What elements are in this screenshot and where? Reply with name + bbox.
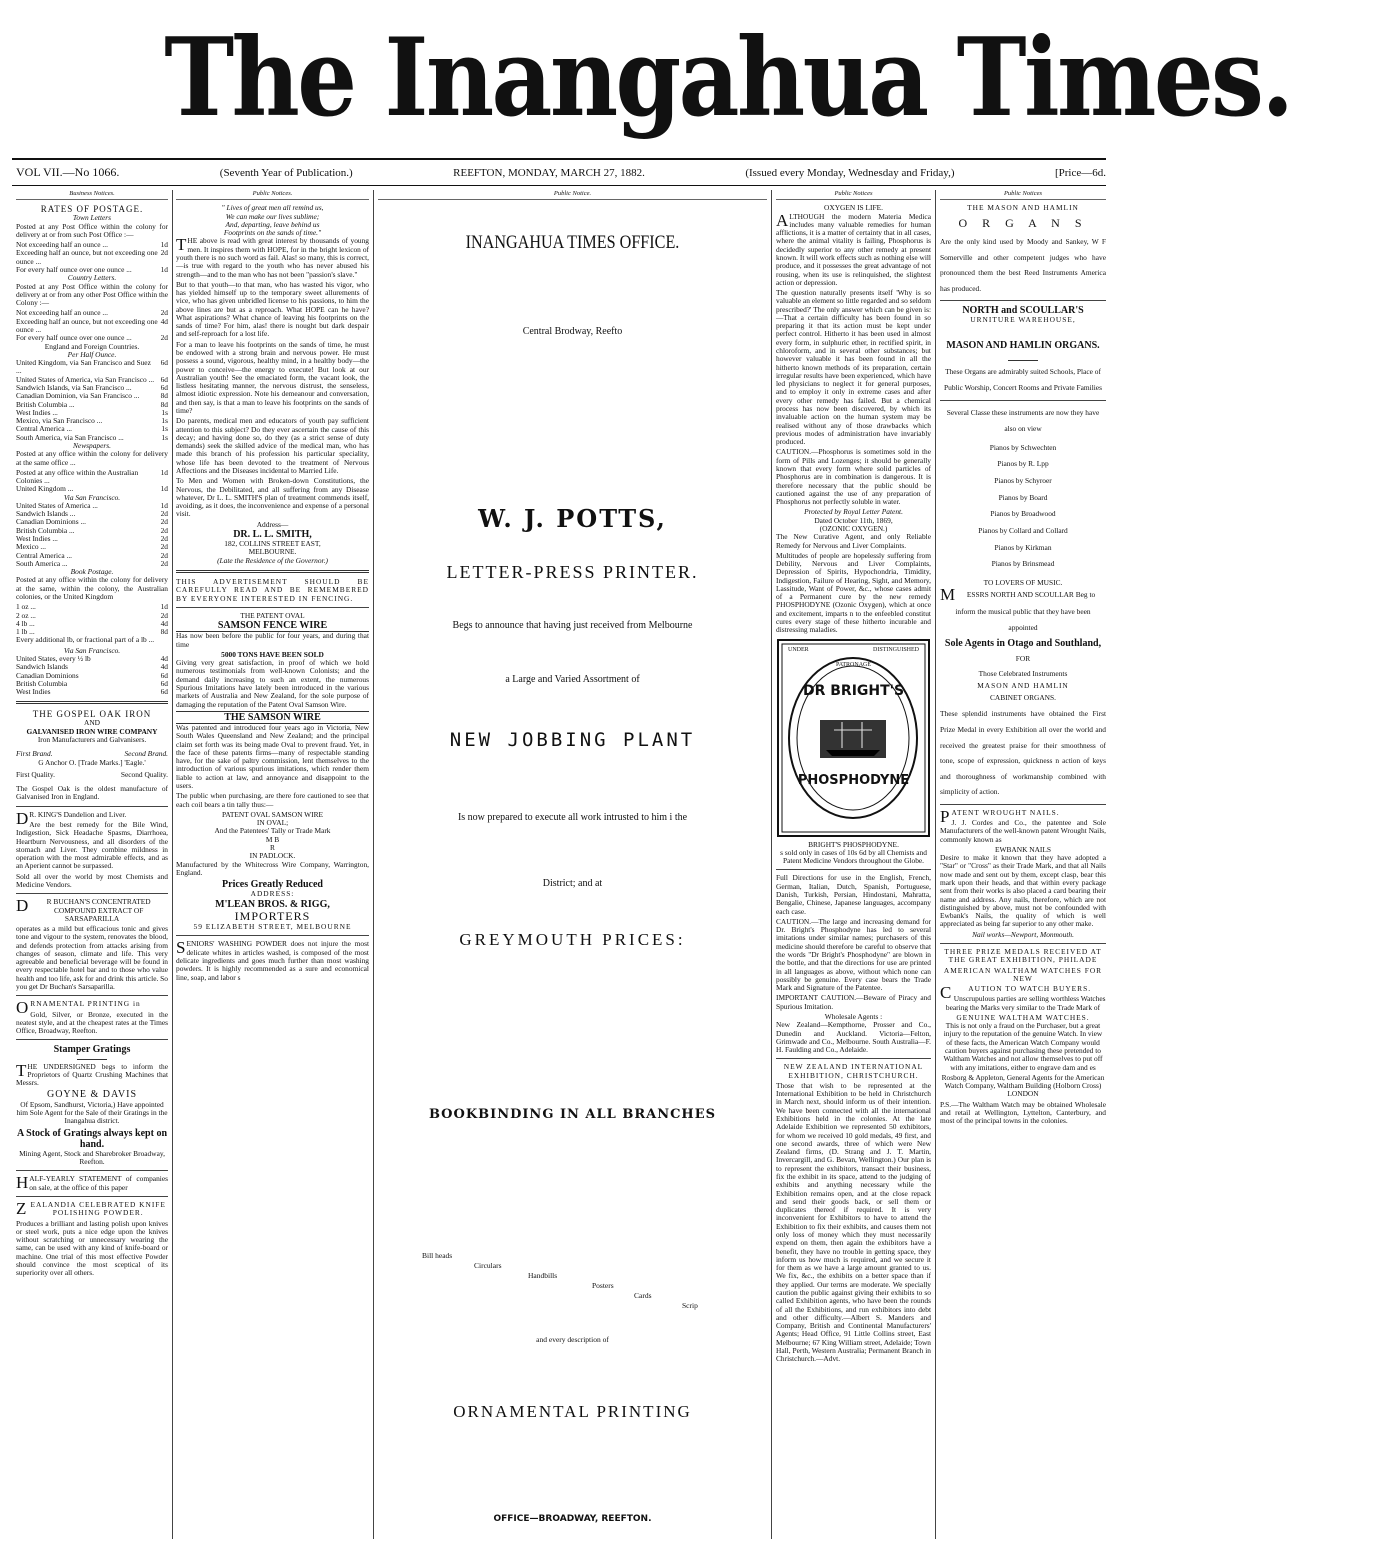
postscript: P.S.—The Waltham Watch may be obtained Wholesale and retail at Wellington, Lyttelton, Canterbury, and most of the principal towns in the colonies. [940,1099,1106,1126]
rate-label: Mexico, via San Francisco ... [16,416,103,426]
ornamental-title: ORNAMENTAL PRINTING in [16,998,141,1018]
column-heading: Public Notices [940,190,1106,200]
rate-value: 1s [161,416,168,426]
samson-text-4: The public when purchasing, are there fore cautioned to see that each coil bears a tin tally thus:— [176,791,369,809]
rate-value: 1d [160,240,168,250]
badge-patronage: PATRONAGE [835,661,872,668]
gospel-title: THE GOSPEL OAK IRON [32,709,152,720]
dateline [16,166,1106,179]
price: [Price—6d. [1054,167,1106,179]
tally-3: And the Patentees' Tally or Trade Mark [214,826,331,836]
mlean-bros: M'LEAN BROS. & RIGG, [215,898,330,910]
seniors-washing: SENIORS' WASHING POWDER does not injure the most delicate whites in articles washed, is composed of the most delicate ingredients and goes much further than most washing powders. It is highly recommended as a sure and economical line, soap, and labor s [176,938,369,982]
king-title: DR. KING'S Dandelion and Liver. [16,808,127,828]
rate-label: 1 oz ... [16,602,36,612]
rate-value: 2d [160,525,168,535]
list-item: Pianos by Broadwood [990,509,1056,519]
rate-value: 4d [160,618,168,628]
column-public-notices-3 [940,190,1106,1540]
badge-distinguished: DISTINGUISHED [873,646,919,653]
address-label: Address— [256,519,289,529]
sf2-rates-list [16,655,168,696]
column-business-notices [16,190,168,1540]
several-classes: Several Classe these instruments are now they have also on view [946,408,1100,434]
rate-value: 2d [160,558,168,568]
dated: Dated October 11th, 1869, [814,515,893,525]
column-heading: Public Notice. [378,190,767,200]
rate-value: 2d [160,509,168,519]
gospel-text: The Gospel Oak is the oldest manufacture of Galvanised Iron in England. [16,784,168,802]
column-heading: Public Notices [776,190,931,200]
per-half-ounce: Per Half Ounce. [67,349,117,359]
rate-label: Not exceeding half an ounce ... [16,308,108,318]
publication-year: (Seventh Year of Publication.) [219,167,353,179]
ewbank: EWBANK NAILS [994,844,1052,854]
gospel-quality-2: Second Quality. [120,769,168,779]
rate-value: 1d [160,265,168,275]
sole-agents: Sole Agents in Otago and Southland, [944,638,1102,650]
rate-label: Exceeding half an ounce, but not exceeding one ounce ... [16,248,158,266]
rate-label: Sandwich Islands, via San Francisco ... [16,382,132,392]
badge-under: UNDER [788,646,809,653]
important-caution: IMPORTANT CAUTION.—Beware of Piracy and Spurious Imitation. [776,993,931,1011]
cabinet-organs: CABINET ORGANS. [990,693,1056,703]
rate-label: 2 oz ... [16,610,36,620]
book-extra: Every additional lb, or fractional part of a lb ... [16,635,155,645]
rate-value: 1d [160,467,168,477]
rate-value: 1s [161,424,168,434]
printer-name: W. J. POTTS, [478,504,667,533]
book-postage-heading: Book Postage. [70,567,114,577]
oxygen-title: OXYGEN IS LIFE. [824,203,883,213]
nails-text-2: Desire to make it known that they have adopted a "Star" or "Cross" as their Trade Mark, and that all Nails now made and sent out by them, except clasp, bear this mark upon their heads, and that within every package sent from their works is also placed a card bearing their name and address. Any nails, therefore, which are not distinguished by above, must not be confounded with Ewbank's Nails, the quality of which is well appreciated as being far superior to any other make. [940,853,1106,929]
north-scoullar: NORTH and SCOULLAR'S [962,305,1084,317]
rate-value: 8d [160,627,168,637]
rate-label: South America, via San Francisco ... [16,432,124,442]
rate-label: British Columbia ... [16,525,75,535]
posters: Posters [592,1281,614,1290]
smith-body-4: Do parents, medical men and educators of youth pay sufficient attention to this subject? Do they ever ascertain the cause of this decay; and having done so, do they (as a strict sense of duty demands) seek the skilled advice of the medical man, who has made this branch of his profession his particular speciality, whose life has been devoted to the treatment of Nervous Affections and the Diseases incidental to Married Life. [176,416,369,475]
rate-row [16,612,168,620]
smith-body-3: For a man to leave his footprints on the sands of time, he must be endowed with a strong brain and nervous power. He must possess a sound, vigorous, healthy mind, in a healthy body—the power to conceive—the energy to execute! But look at our Australian youth! See the emaciated form, the vacant look, the listless hesitating manner, the nervous distrust, the senseless, almost idiotic expression. Note his demeanour and conversation, and then say, is that a man to leave his footprints on the sands of time? [176,339,369,416]
mh-cabinet: MASON AND HAMLIN [977,680,1069,690]
wholesale: Wholesale Agents : [824,1011,883,1021]
rate-label: Canadian Dominions [16,670,79,680]
volume-number: VOL VII.—No 1066. [16,165,120,179]
curative: The New Curative Agent, and only Reliable Remedy for Nervous and Liver Complaints. [776,532,931,550]
rate-value: 4d [160,653,168,663]
book-rates-list [16,603,168,636]
poem [176,204,369,237]
bookbinding: BOOKBINDING IN ALL BRANCHES [428,1107,717,1122]
rate-value: 1d [160,500,168,510]
assortment: a Large and Varied Assortment of [505,674,640,685]
rate-label: Exceeding half an ounce, but not exceeding one ounce ... [16,316,158,334]
rate-value: 2d [160,610,168,620]
samson-text-3: Was patented and introduced four years ago in Victoria, New South Wales Queensland and New Zealand; and the principal claim set forth was its being made Oval to prevent fraud. Yet, in the face of these patents firms—many of respectable standing have, for the sake of paltry commission, lent themselves to the introduction of various spurious imitations, which render them liable to action at law, and annoyance and disappoint to the users. [176,723,369,790]
rate-label: For every half ounce over one ounce ... [16,333,132,343]
gospel-brand-2: Second Brand. [124,749,168,759]
zealandia-title: ZEALANDIA CELEBRATED KNIFE POLISHING POWDER. [16,1199,166,1219]
list-item: Footprints on the sands of time." [223,228,322,238]
those-celebrated: Those Celebrated Instruments [978,668,1068,678]
caution-imitations: CAUTION.—The large and increasing demand for Dr. Bright's Phosphodyne has led to several imitations under similar names; purchasers of this medicine should therefore be careful to observe that the words "Dr Bright's Phosphodyne" are blown in the bottle, and that the directions for use are printed in all languages as above, without which none can possibly be genuine. Every case bears the Trade Mark and Signature of the Patentee. [776,916,931,993]
three-prize: THREE PRIZE MEDALS RECEIVED AT THE GREAT EXHIBITION, PHILADE [944,946,1102,965]
rate-label: Central America ... [16,424,73,434]
rate-value: 1d [160,602,168,612]
gospel-brand-1: First Brand. [16,749,53,759]
rate-row [16,359,168,376]
rate-label: United States of America ... [16,500,98,510]
samson-text-1: Has now been before the public for four years, and during that time [176,631,369,649]
stock-notice: A Stock of Gratings always kept on hand. [16,1127,167,1150]
samson-tons: 5000 TONS HAVE BEEN SOLD [221,649,324,659]
handbills: Handbills [528,1271,558,1280]
rate-value: 2d [160,550,168,560]
caution-watch: CAUTION TO WATCH BUYERS. [940,983,1092,1003]
town-rates-list [16,241,168,274]
column-divider [172,190,173,1539]
masthead-rule [12,158,1106,160]
nail-works: Nail works—Newport, Monmouth. [972,929,1074,939]
list-item: Pianos by Collard and Collard [978,526,1068,536]
newspapers-heading: Newspapers. [73,440,111,450]
newspapers-text: Posted at any office within the colony for delivery at the same office ... [16,449,168,467]
manufactured: Manufactured by the Whitecross Wire Company, Warrington, England. [176,859,369,877]
rate-label: West Indies ... [16,407,58,417]
cards: Cards [634,1291,652,1300]
patent-nails: PATENT WROUGHT NAILS. [940,806,1060,826]
masthead-title: The Inangahua Times. [164,15,1292,141]
buchan-title: DR BUCHAN'S CONCENTRATED COMPOUND EXTRACT OF SARSAPARILLA [16,896,151,923]
mining-agent: Mining Agent, Stock and Sharebroker Broadway, Reefton. [19,1148,165,1167]
rate-value: 8d [160,399,168,409]
tally-4: M B [265,834,280,844]
rate-row [16,318,168,335]
rate-value: 1s [161,407,168,417]
rate-label: Not exceeding half an ounce ... [16,240,108,250]
via-san-francisco-2: Via San Francisco. [63,645,121,655]
genuine-text: This is not only a fraud on the Purchaser, but a great injury to the reputation of the genuine Watch. In view of these facts, the American Watch Company would caution buyers against purchasing these pretended to Waltham Watches and not allow themselves to put off with any imitations, either to engrave dam and es [943,1021,1103,1072]
badge-name-1: DR BRIGHT'S [802,682,905,699]
genuine-waltham: GENUINE WALTHAM WATCHES. [956,1012,1090,1022]
rate-value: 4d [160,662,168,672]
nz-expo-text: Those that wish to be represented at the International Exhibition to be held in Christchurch in March next, should inform us of their intention. We have been connected with all the international Exhibitions held in the colonies. At the late Adelaide Exhibition we represented 50 exhibitors, for whom we received 10 gold medals, 49 first, and one second awards, three of which were New Zealand firms, (D. Strang and J. T. Martin, Invercargill, and G. Bevan, Wellington.) Our plan is to represent the exhibitors, transact their business, fix the exhibit in its space, attend to the judging of exhibits and anything necessary while the Exhibition remains open, and at the close repack and send their goods back, or sell them or duplicates thereof if required. It is very inconvenient for Exhibitors to have to attend the Exhibition to fix their exhibits, and causes them not only loss of money which they must necessarily expend on them, then again the exhibitors have a benefit, they have no trouble in getting space, they inform us how much is required, and we secure it for them as we have a large amount granted to us. We fix, &c., the exhibits on a better space than if they applied. Our terms are moderate. We specially caution the public against giving their exhibits to so called Exhibition agents, who have been the rounds of all the Exhibitions, and run exhibitors into debt and other difficulty.—Albert S. Manders and Company, British and Continental Manufacturers' Agents; Head Office, 91 Little Collins street, East Melbourne; 67 King William street, Adelaide; Town Hall, Perth, Western Australia; Permanent Branch in Christchurch.—Advt. [776,1080,931,1364]
samson-wire: THE SAMSON WIRE [176,711,369,724]
announce: Begs to announce that having just received from Melbourne [452,620,693,631]
ozonic: (OZONIC OXYGEN.) [819,523,888,533]
rate-value: 2d [160,308,168,318]
goyne-davis: GOYNE & DAVIS [46,1089,138,1101]
town-letters-text: Posted at any Post Office within the colony for delivery at or from such Post Office :— [16,221,168,239]
smith-address-3: (Late the Residence of the Governor.) [217,555,328,565]
king-sold: Sold all over the world by most Chemists and Medicine Vendors. [16,871,168,889]
foreign-heading: England and Foreign Countries. [44,341,140,351]
ornamental-text: Gold, Silver, or Bronze, executed in the neatest style, and at the cheapest rates at the Times Office, Broadway, Reefton. [16,1009,168,1036]
rate-value: 1d [160,484,168,494]
stamper-text: THE UNDERSIGNED begs to inform the Proprietors of Quartz Crushing Machines that Messrs. [16,1060,168,1088]
organs-big: O R G A N S [958,215,1088,230]
gospel-marks: G Anchor O. [Trade Marks.] 'Eagle.' [38,757,146,767]
mh-organs: MASON AND HAMLIN ORGANS. [946,339,1100,351]
rate-label: 4 lb ... [16,618,35,628]
column-heading: Business Notices. [16,190,168,200]
phosphodyne-badge [776,638,931,838]
gospel-title-2: GALVANISED IRON WIRE COMPANY [26,726,158,736]
samson-text-2: Giving very great satisfaction, in proof of which we hold numerous testimonials from well-known Colonists; and the demand daily increasing to such an extent, the numerous Spurious Imitations have lately been introduced in the various markets of Australia and New Zealand, for the sole purpose of damaging the reputation of the Patent Oval Samson Wire. [176,658,369,709]
rate-value: 4d [160,316,168,326]
nails-text: J. J. Cordes and Co., the patentee and Sole Manufacturers of the well-known patent Wrought Nails, commonly known as [940,818,1107,844]
smith-address-1: 182, COLLINS STREET EAST, [224,539,321,549]
book-postage-text: Posted at any office within the colony for delivery at the same, within the colony, the Australian colonies, or the United Kingdom [16,575,168,601]
rate-label: British Columbia [16,678,68,688]
jobbing-plant: NEW JOBBING PLANT [449,729,696,751]
rate-row [16,249,168,266]
directions: Full Directions for use in the English, French, German, Italian, Dutch, Spanish, Portuguese, Danish, Turkish, Persian, Hindostani, Mahratta, Bengalie, Chinese, Japanese languages, accompany each case. [776,873,931,916]
list-item: Pianos by R. Lpp [997,459,1049,469]
rate-label: South America ... [16,558,68,568]
tally-5: R [270,842,275,852]
list-item: We can make our lives sublime; [225,211,320,221]
mason-text: Are the only kind used by Moody and Sankey, W F Somerville and other competent judges who have pronounced them the best Reed Instruments America has produced. [940,236,1106,293]
list-item: And, departing, leave behind us [225,219,320,229]
news-rates-list [16,469,168,494]
trade-title: LETTER-PRESS PRINTER. [446,562,699,582]
fencing-notice: THIS ADVERTISEMENT SHOULD BE CAREFULLY READ AND BE REMEMBERED BY EVERYONE INTERESTED IN FENCING. [176,576,369,603]
gospel-quality-1: First Quality. [16,769,55,779]
rate-label: United States, every ½ lb [16,653,91,663]
splendid: These splendid instruments have obtained the First Prize Medal in every Exhibition all over the world and received the greatest praise for their smoothness of tone, scope of expression, quickness n action of keys and thoroughness of workmanship combined with simplicity of action. [940,709,1106,797]
lovers-music: TO LOVERS OF MUSIC. [983,578,1063,588]
smith-body-2: But to that youth—to that man, who has wasted his vigor, who has yielded himself up to the temporary sweet allurements of vice, who has given unbridled license to his passions, to him the above lines are but as a reproach. What HOPE can he have? What aspirations? What chance of leaving his footprints on the sands of time? For him, alas! there is nought but dark despair and self-reproach for a lost life. [176,279,369,339]
american-waltham: AMERICAN WALTHAM WATCHES FOR NEW [943,965,1103,983]
list-item: " Lives of great men all remind us, [221,203,324,213]
smith-address-2: MELBOURNE. [248,547,297,557]
messrs: MESSRS NORTH AND SCOULLAR Beg to inform the musical public that they have been appointed [940,585,1096,632]
rate-row [16,603,168,611]
rate-value: 6d [160,358,168,368]
smith-name: DR. L. L. SMITH, [233,528,312,540]
rate-label: For every half ounce over one ounce ... [16,265,132,275]
rate-label: United Kingdom, via San Francisco and Suez ... [16,358,151,376]
rate-label: Sandwich Islands ... [16,509,76,519]
list-item: Pianos by Schyroer [994,476,1052,486]
via-san-francisco: Via San Francisco. [63,492,121,502]
place-date: REEFTON, MONDAY, MARCH 27, 1882. [453,167,645,179]
office-title: INANGAHUA TIMES OFFICE. [465,232,680,253]
mason-title: THE MASON AND HAMLIN [967,203,1079,213]
bill-heads: Bill heads [422,1251,453,1260]
rate-value: 6d [160,678,168,688]
for: FOR [1015,654,1031,664]
tally-6: IN PADLOCK. [249,851,296,861]
rate-label: Canadian Dominion, via San Francisco ... [16,391,140,401]
country-letters-heading: Country Letters. [67,273,117,283]
every-description: and every description of [536,1335,609,1344]
rate-label: Mexico ... [16,542,46,552]
rate-label: Central America ... [16,550,73,560]
column-public-notices-1 [176,190,369,1540]
sold-only: s sold only in cases of 10s 6d by all Chemists and Patent Medicine Vendors throughout the Globe. [780,847,927,866]
smith-body-5: To Men and Women with Broken-down Constitutions, the Nervous, the Debilitated, and all suffering from any Disease whatever, Dr L. L. SMITH'S plan of treatment commends itself, avoiding, as it does, the inconvenience and expense of a personal visit. [176,476,369,519]
column-divider [373,190,374,1539]
furniture-warehouse: URNITURE WAREHOUSE, [970,315,1076,325]
rate-value: 6d [160,670,168,680]
tally-1: PATENT OVAL SAMSON WIRE [221,809,324,819]
multitudes: Multitudes of people are hopelessly suffering from Debility, Nervous and Liver Complaints, Depression of Spirits, Hypochondria, Timidity, Indigestion, Failure of Hearing, Sight, and Memory, Lassitude, Want of Power, &c., whose cases admit of a Permanent cure by the new remedy PHOSPHODYNE (Ozonic Oxygen), which at once and excitement, imparts n to the enfeebled constitut cures every stage of these hitherto incurable and distressing maladies. [776,550,931,635]
rate-label: United Kingdom ... [16,484,74,494]
mlean-address: 59 ELIZABETH STREET, MELBOURNE [193,922,352,932]
rate-value: 2d [160,333,168,343]
country-letters-text: Posted at any Post Office within the colony for delivery at or from any other Post Office within the Colony :— [16,281,168,308]
rate-label: West Indies ... [16,534,58,544]
goyne-text: Of Epsom, Sandhurst, Victoria,) Have appointed him Sole Agent for the Sale of their Gratings in the Inangahua district. [16,1099,168,1126]
rate-label: Posted at any office within the Australian Colonies ... [16,467,139,486]
rate-label: 1 lb ... [16,627,35,637]
samson-fence-wire: SAMSON FENCE WIRE [176,620,369,632]
office-footer: OFFICE—BROADWAY, REEFTON. [493,1514,652,1524]
agents: New Zealand—Kempthorne, Prosser and Co., Dunedin and Auckland. Victoria—Felton, Grimwade and Co., Melbourne. South Australia—F. H. Faulding and Co., Adelaide. [776,1020,931,1055]
greymouth-prices: GREYMOUTH PRICES: [459,930,686,949]
rate-label: British Columbia ... [16,399,75,409]
pianos-list [940,440,1106,573]
rate-label: Canadian Dominions ... [16,517,86,527]
rate-label: West Indies [16,687,51,697]
issue-days: (Issued every Monday, Wednesday and Friday,) [745,167,955,179]
prices-reduced: Prices Greatly Reduced [222,879,323,891]
foreign-rates-list [16,359,168,442]
column-heading: Public Notices. [176,190,369,200]
suited: These Organs are admirably suited Schools, Place of Public Worship, Concert Rooms and Private Families [944,366,1102,392]
rate-value: 8d [160,391,168,401]
masthead [80,12,1292,144]
column-divider [935,190,936,1539]
list-item: Pianos by Board [998,492,1048,502]
caution-watch-text: Unscrupulous parties are selling worthless Watches bearing the Marks very similar to the Trade Mark of [945,994,1106,1012]
country-rates-list [16,309,168,342]
nz-expo-title: NEW ZEALAND INTERNATIONAL EXHIBITION, CHRISTCHURCH. [783,1062,924,1080]
postage-title: RATES OF POSTAGE. [40,204,144,215]
importers: IMPORTERS [234,908,311,923]
caution-phosphorus: CAUTION.—Phosphorus is sometimes sold in the form of Pills and Lozenges; it should be generally known that every form where solid particles of Phosphorus are in combination is dangerous. It is therefore necessary that the public should be cautioned against the use of any preparation of Phosphorus not perfectly soluble in water. [776,447,931,507]
gospel-and: AND [83,718,100,728]
list-item: Pianos by Brinsmead [991,559,1055,569]
column-divider [771,190,772,1539]
king-text: Are the best remedy for the Bile Wind, Indigestion, Sick Headache Spasms, Diarrhoea, Heartburn Nervousness, and all disorders of the stomach and Liver. They combine mildness in operation with the most admirable effects, and as an Aperient cannot be surpassed. [16,819,168,871]
zealandia-text: Produces a brilliant and lasting polish upon knives or steel work, puts a nice edge upon the knives without scratching or unnecessary wearing the same, can be used with any kind of knife-board or machine. One trial of this most effective Powder should convince the most sceptical of its superiority over all others. [16,1218,168,1278]
rate-value: 2d [160,517,168,527]
rate-value: 6d [160,687,168,697]
rate-value: 6d [160,382,168,392]
list-item: Pianos by Schwechten [989,442,1057,452]
oxygen-text-2: The question naturally presents itself 'Why is so valuable an element so little regarded and so seldom prescribed?' The only answer which can be given is:—That a certain difficulty has been found in so preparing it that its action must be kept under perfect control. Hitherto it has been used in almost every form, in sulphuric ether, in rectified spirit, in chloroform, and in several other substances; but however valuable it has been found in all the hitherto known methods of its preparation, certain irregular results have been experienced, which have led physicians to neglect it for general purposes, and to employ it only in extreme cases and after every other remedy has failed. But a chemical process has now been discovered, by which its invaluable action on the human system may be realised without any of those drawbacks which previous modes of administration have invariably produced. [776,288,931,447]
ornamental-printing: ORNAMENTAL PRINTING [453,1402,692,1421]
gospel-subtitle: Iron Manufacturers and Galvanisers. [37,735,147,745]
smith-body-1: THE above is read with great interest by thousands of young men. It inspires them with HOPE, for in the bright lexicon of youth there is no such word as fail. Alas! so many, this is correct,—is true with regard to the youth who has never abused his strength—and to the man who has not been "passion's slave." [176,235,369,279]
oxygen-text: ALTHOUGH the modern Materia Medica includes many valuable remedies for human afflictions, it is a matter of certainty that in all cases, where the animal vitality is failing, Phosphorus is decidedly superior to any other remedy at present known. It will work effects such as nothing else will produce, and it possesses the great advantage of not rousing, when its use is relinquished, the slightest action or depression. [776,210,932,287]
agents-line: Rosborg & Appleton, General Agents for the American Watch Company, Waltham Building (Holborn Cross) LONDON [941,1072,1105,1099]
brights-title: BRIGHT'S PHOSPHODYNE. [808,839,899,849]
rate-value: 2d [160,248,168,258]
buchan-text: operates as a mild but efficacious tonic and gives tone and vigour to the system, renovates the blood, and defends protection from attacks arising from changes of season, climate and life. This very agreeable and beneficial beverage will be found in every respectable hotel bar and to those who value health and too life, ask for and drink this article. So you get Dr Buchan's Sarsaparilla. [16,924,168,992]
address-2: ADDRESS: [250,889,295,899]
dateline-rule [12,185,1106,186]
office-address: Central Brodway, Reefto [522,326,623,337]
rate-value: 2d [160,542,168,552]
rate-value: 2d [160,534,168,544]
prepared: Is now prepared to execute all work intrusted to him i the [457,812,688,823]
badge-name-2: PHOSPHODYNE [797,772,910,788]
rate-label: United States of America, via San Francisco ... [16,374,155,384]
district: District; and at [542,878,603,889]
column-public-notices-2 [776,190,931,1540]
column-public-notice-main [378,190,767,1540]
scrip: Scrip [682,1301,698,1310]
rate-value: 1s [161,432,168,442]
patent-oval: THE PATENT OVAL [240,610,305,620]
rate-row [16,688,168,696]
sf-rates-list [16,502,168,568]
tally-2: IN OVAL; [256,818,289,828]
rate-value: 6d [160,374,168,384]
circulars: Circulars [474,1261,502,1270]
list-item: Pianos by Kirkman [994,542,1052,552]
protected: Protected by Royal Letter Patent. [804,507,903,517]
rate-label: Sandwich Islands [16,662,68,672]
rate-row [16,469,168,486]
rate-row [16,620,168,628]
stamper-title: Stamper Gratings [53,1044,131,1056]
town-letters-heading: Town Letters [72,213,112,223]
half-yearly: HALF-YEARLY STATEMENT of companies on sale, at the office of this paper [16,1173,168,1193]
